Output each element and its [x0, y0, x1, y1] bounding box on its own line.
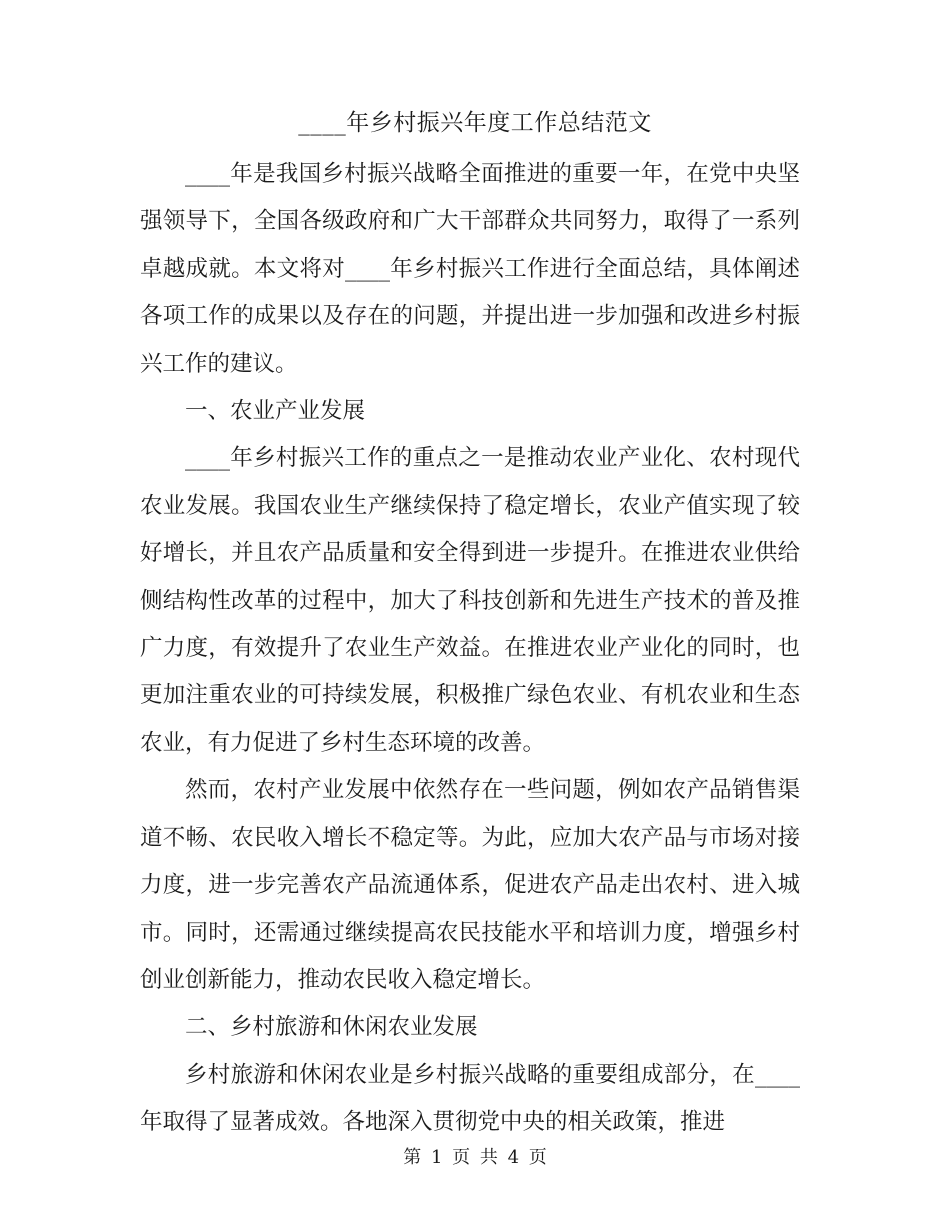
document-title: ____年乡村振兴年度工作总结范文: [298, 110, 652, 136]
agriculture-paragraph: ____年乡村振兴工作的重点之一是推动农业产业化、农村现代农业发展。我国农业生产继续保持了稳定增长，农业产值实现了较好增长，并且农产品质量和安全得到进一步提升。在推进农业供给侧结构性改革的过程中，加大了科技创新和先进生产技术的普及推广力度，有效提升了农业生产效益。在推进农业产业化的同时，也更加注重农业的可持续发展，积极推广绿色农业、有机农业和生态农业，有力促进了乡村生态环境的改善。: [140, 445, 800, 756]
document-body: [140, 151, 800, 1147]
page-number-footer: 第 1 页 共 4 页: [403, 1147, 547, 1168]
agriculture-issues-paragraph: 然而，农村产业发展中依然存在一些问题，例如农产品销售渠道不畅、农民收入增长不稳定等。为此，应加大农产品与市场对接力度，进一步完善农产品流通体系，促进农产品走出农村、进入城市。同时，还需通过继续提高农民技能水平和培训力度，增强乡村创业创新能力，推动农民收入稳定增长。: [140, 777, 800, 993]
intro-paragraph: ____年是我国乡村振兴战略全面推进的重要一年，在党中央坚强领导下，全国各级政府和广大干部群众共同努力，取得了一系列卓越成就。本文将对____年乡村振兴工作进行全面总结，具体阐述各项工作的成果以及存在的问题，并提出进一步加强和改进乡村振兴工作的建议。: [140, 161, 800, 377]
section-heading-tourism: 二、乡村旅游和休闲农业发展: [185, 1014, 478, 1041]
section-heading-agriculture: 一、农业产业发展: [185, 398, 366, 425]
tourism-paragraph: 乡村旅游和休闲农业是乡村振兴战略的重要组成部分，在____年取得了显著成效。各地深入贯彻党中央的相关政策，推进: [140, 1061, 800, 1136]
